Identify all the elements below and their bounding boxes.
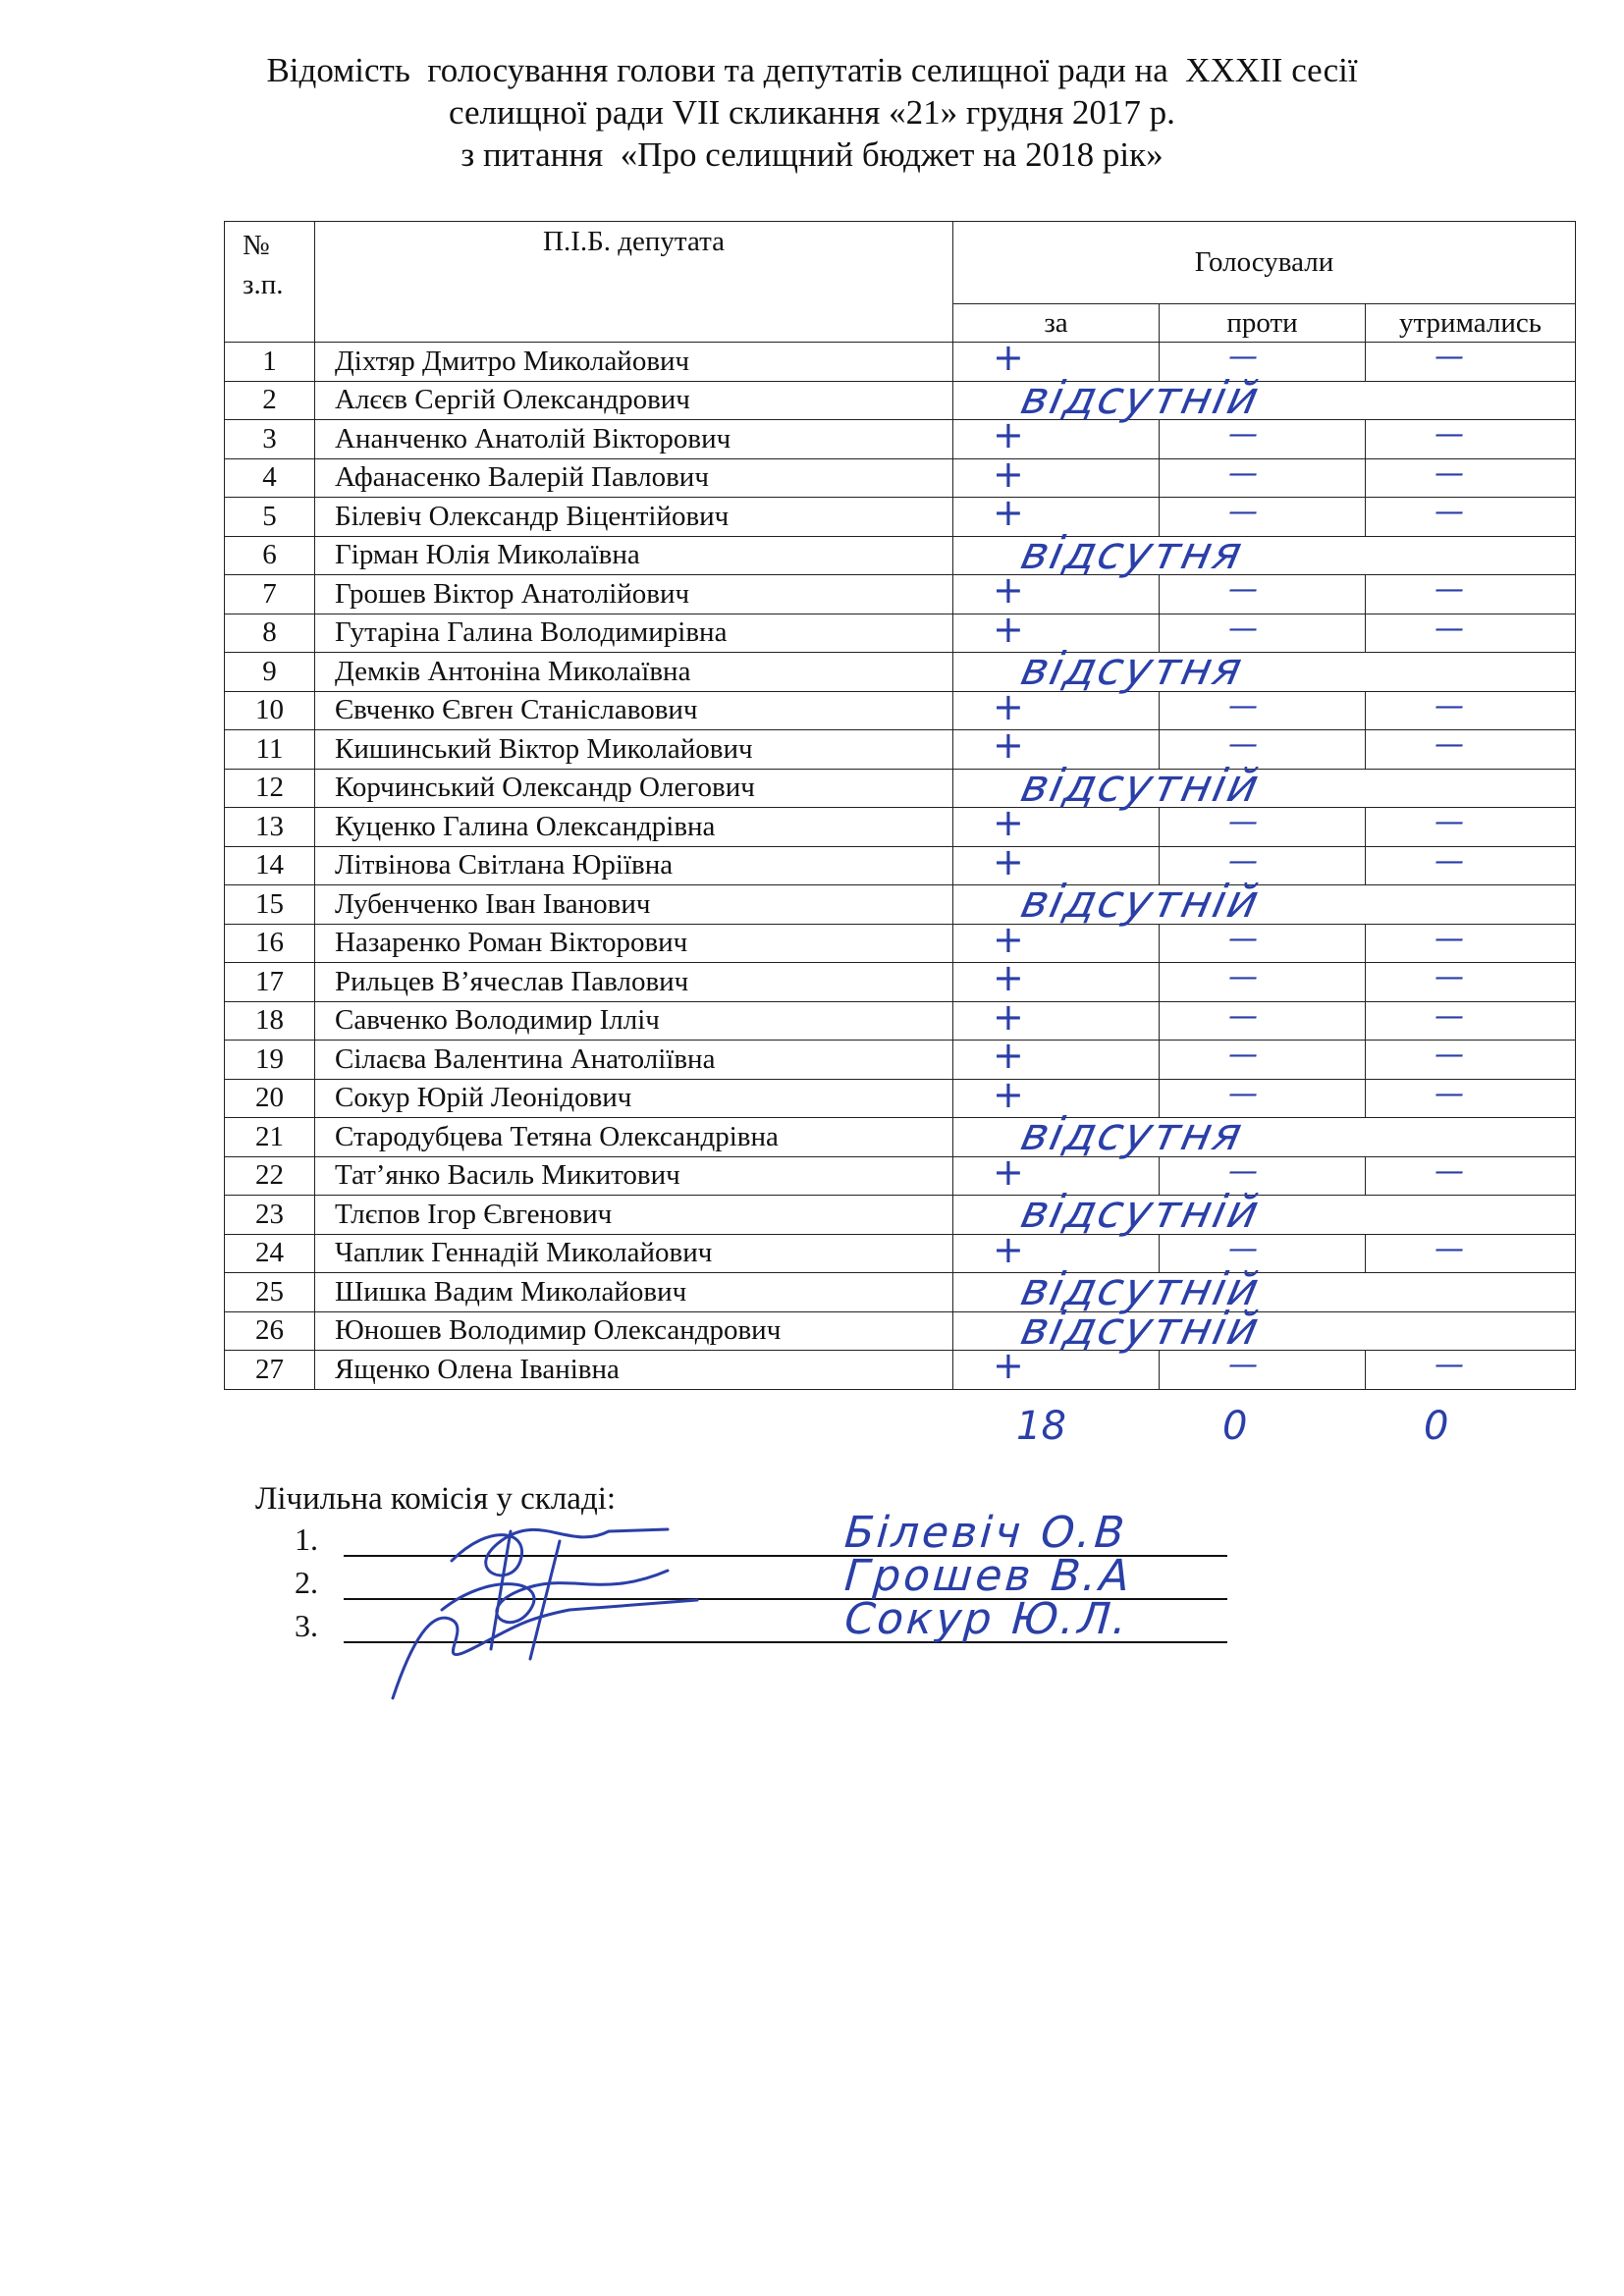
vote-abstained-mark: — (1435, 1231, 1464, 1266)
member-name: Грошев В.А (838, 1551, 1140, 1601)
header-for: за (953, 304, 1160, 343)
deputy-name: Шишка Вадим Миколайович (315, 1273, 953, 1312)
vote-abstained-mark: — (1435, 340, 1464, 374)
deputy-name: Сокур Юрій Леонідович (315, 1079, 953, 1118)
row-number: 20 (225, 1079, 315, 1118)
vote-against-mark: — (1228, 805, 1258, 839)
vote-abstained-mark: — (1435, 611, 1464, 646)
vote-cell-abstained (1366, 455, 1576, 498)
vote-against-mark: — (1228, 455, 1258, 491)
table-row (225, 1156, 1576, 1196)
vote-cell-abstained (1366, 998, 1576, 1041)
member-number: 2. (295, 1565, 318, 1600)
vote-for-mark: + (993, 839, 1024, 883)
voting-rows (225, 336, 1576, 1390)
vote-against-mark: — (1228, 843, 1258, 879)
deputy-name: Кишинський Віктор Миколайович (315, 730, 953, 770)
deputy-name: Рильцев В’ячеслав Павлович (315, 963, 953, 1002)
row-number: 16 (225, 924, 315, 963)
absent-cell (953, 525, 1576, 579)
vote-for-mark: + (993, 1227, 1024, 1271)
vote-against-mark: — (1228, 340, 1258, 374)
table-row (225, 924, 1576, 963)
vote-abstained-mark: — (1435, 1038, 1464, 1072)
vote-for-mark: + (993, 723, 1024, 767)
vote-cell-against (1160, 998, 1366, 1041)
absent-cell (953, 1301, 1576, 1355)
vote-cell-against (1160, 805, 1366, 847)
deputy-name: Гутаріна Галина Володимирівна (315, 614, 953, 653)
row-number: 19 (225, 1041, 315, 1080)
vote-against-mark: — (1228, 960, 1258, 994)
deputy-name: Афанасенко Валерій Павлович (315, 458, 953, 498)
table-row (225, 1273, 1576, 1312)
table-row (225, 885, 1576, 925)
absent-mark: відсутній (1016, 1185, 1266, 1238)
vote-against-mark: — (1228, 688, 1258, 723)
deputy-name: Гірман Юлія Миколаївна (315, 536, 953, 575)
vote-abstained-mark: — (1435, 417, 1464, 452)
row-number: 9 (225, 653, 315, 692)
vote-against-mark: — (1228, 921, 1258, 956)
table-row (225, 458, 1576, 498)
vote-against-mark: — (1228, 572, 1258, 607)
vote-cell-abstained (1366, 843, 1576, 885)
absent-cell (953, 1185, 1576, 1238)
row-number: 23 (225, 1196, 315, 1235)
header-against: проти (1160, 304, 1366, 343)
vote-against-mark: — (1228, 611, 1258, 646)
vote-cell-for (953, 1344, 1160, 1390)
table-row (225, 691, 1576, 730)
vote-cell-abstained (1366, 960, 1576, 1002)
vote-abstained-mark: — (1435, 805, 1464, 839)
vote-for-mark: + (993, 1149, 1024, 1194)
table-row (225, 963, 1576, 1002)
header-number-line1: № (243, 230, 270, 261)
deputy-name: Лубенченко Іван Іванович (315, 885, 953, 925)
vote-cell-abstained (1366, 1348, 1576, 1390)
row-number: 3 (225, 420, 315, 459)
table-row (225, 1311, 1576, 1351)
row-number: 12 (225, 769, 315, 808)
absent-cell (953, 1107, 1576, 1160)
vote-cell-against (1160, 417, 1366, 459)
member-number: 3. (295, 1608, 318, 1643)
vote-cell-against (1160, 688, 1366, 730)
voting-table (224, 221, 1576, 1390)
vote-for-mark: + (993, 491, 1024, 534)
member-number: 1. (295, 1522, 318, 1557)
vote-against-mark: — (1228, 417, 1258, 452)
deputy-name: Куценко Галина Олександрівна (315, 808, 953, 847)
vote-abstained-mark: — (1435, 688, 1464, 723)
table-row (225, 1041, 1576, 1080)
total-abstained: 0 (1424, 1404, 1449, 1449)
vote-cell-against (1160, 921, 1366, 963)
vote-cell-abstained (1366, 572, 1576, 614)
row-number: 2 (225, 381, 315, 420)
absent-mark: відсутня (1016, 525, 1249, 579)
vote-for-mark: + (993, 336, 1024, 379)
vote-for-mark: + (993, 684, 1024, 728)
vote-cell-for (953, 917, 1160, 963)
vote-cell-abstained (1366, 611, 1576, 653)
row-number: 15 (225, 885, 315, 925)
vote-abstained-mark: — (1435, 921, 1464, 956)
row-number: 21 (225, 1118, 315, 1157)
deputy-name: Літвінова Світлана Юріївна (315, 846, 953, 885)
deputy-name: Савченко Володимир Ілліч (315, 1001, 953, 1041)
total-against: 0 (1222, 1404, 1248, 1449)
table-row (225, 653, 1576, 692)
vote-cell-abstained (1366, 417, 1576, 459)
table-row (225, 1001, 1576, 1041)
header-abstained: утримались (1366, 304, 1576, 343)
vote-for-mark: + (993, 1034, 1024, 1077)
vote-cell-for (953, 684, 1160, 730)
vote-cell-for (953, 1034, 1160, 1080)
absent-cell (953, 642, 1576, 695)
table-row (225, 846, 1576, 885)
vote-against-mark: — (1228, 1076, 1258, 1111)
table-row (225, 808, 1576, 847)
vote-cell-against (1160, 572, 1366, 614)
deputy-name: Ананченко Анатолій Вікторович (315, 420, 953, 459)
row-number: 5 (225, 498, 315, 537)
absent-mark: відсутній (1016, 370, 1266, 424)
vote-cell-against (1160, 1348, 1366, 1390)
deputy-name: Євченко Євген Станіславович (315, 691, 953, 730)
row-number: 10 (225, 691, 315, 730)
table-row (225, 498, 1576, 537)
vote-cell-abstained (1366, 1153, 1576, 1196)
header-name: П.І.Б. депутата (315, 222, 953, 343)
vote-against-mark: — (1228, 1348, 1258, 1382)
vote-cell-for (953, 801, 1160, 847)
absent-cell (953, 370, 1576, 424)
vote-cell-abstained (1366, 340, 1576, 382)
table-row (225, 730, 1576, 770)
vote-abstained-mark: — (1435, 495, 1464, 529)
absent-mark: відсутня (1016, 642, 1249, 695)
vote-cell-for (953, 413, 1160, 459)
absent-cell (953, 758, 1576, 812)
row-number: 26 (225, 1311, 315, 1351)
table-row (225, 614, 1576, 653)
table-row (225, 420, 1576, 459)
header-number-line2: з.п. (243, 269, 284, 300)
vote-cell-for (953, 568, 1160, 614)
vote-against-mark: — (1228, 998, 1258, 1034)
vote-abstained-mark: — (1435, 455, 1464, 491)
absent-mark: відсутній (1016, 875, 1266, 928)
deputy-name: Назаренко Роман Вікторович (315, 924, 953, 963)
row-number: 18 (225, 1001, 315, 1041)
vote-cell-for (953, 994, 1160, 1041)
vote-against-mark: — (1228, 1153, 1258, 1189)
absent-mark: відсутня (1016, 1107, 1249, 1160)
row-number: 24 (225, 1234, 315, 1273)
row-number: 17 (225, 963, 315, 1002)
vote-abstained-mark: — (1435, 1153, 1464, 1189)
total-for: 18 (1016, 1404, 1066, 1449)
row-number: 8 (225, 614, 315, 653)
header-voted: Голосували (953, 222, 1576, 304)
deputy-name: Алєєв Сергій Олександрович (315, 381, 953, 420)
member-name: Сокур Ю.Л. (838, 1594, 1137, 1644)
table-row (225, 769, 1576, 808)
title-line-3: з питання «Про селищний бюджет на 2018 рік» (460, 135, 1164, 174)
table-row (225, 536, 1576, 575)
vote-for-mark: + (993, 1344, 1024, 1387)
deputy-name: Корчинський Олександр Олегович (315, 769, 953, 808)
vote-for-mark: + (993, 801, 1024, 844)
vote-cell-abstained (1366, 1038, 1576, 1080)
vote-against-mark: — (1228, 727, 1258, 762)
vote-for-mark: + (993, 413, 1024, 456)
vote-for-mark: + (993, 568, 1024, 612)
vote-abstained-mark: — (1435, 843, 1464, 879)
vote-for-mark: + (993, 1072, 1024, 1116)
row-number: 27 (225, 1351, 315, 1390)
vote-against-mark: — (1228, 1231, 1258, 1266)
vote-abstained-mark: — (1435, 727, 1464, 762)
vote-against-mark: — (1228, 495, 1258, 529)
vote-for-mark: + (993, 452, 1024, 496)
vote-abstained-mark: — (1435, 572, 1464, 607)
vote-cell-against (1160, 455, 1366, 498)
vote-cell-for (953, 956, 1160, 1002)
absent-mark: відсутній (1016, 1301, 1266, 1355)
header-number (225, 222, 315, 343)
document-title (0, 49, 1624, 176)
vote-cell-for (953, 452, 1160, 498)
absent-mark: відсутній (1016, 1262, 1266, 1315)
deputy-name: Сілаєва Валентина Анатоліївна (315, 1041, 953, 1080)
table-row (225, 1196, 1576, 1235)
row-number: 22 (225, 1156, 315, 1196)
deputy-name: Юношев Володимир Олександрович (315, 1311, 953, 1351)
deputy-name: Тлєпов Ігор Євгенович (315, 1196, 953, 1235)
deputy-name: Тат’янко Василь Микитович (315, 1156, 953, 1196)
row-number: 14 (225, 846, 315, 885)
table-row (225, 1079, 1576, 1118)
table-row (225, 343, 1576, 382)
table-row (225, 575, 1576, 614)
vote-cell-abstained (1366, 688, 1576, 730)
vote-cell-abstained (1366, 1231, 1576, 1273)
deputy-name: Діхтяр Дмитро Миколайович (315, 343, 953, 382)
row-number: 6 (225, 536, 315, 575)
vote-abstained-mark: — (1435, 1348, 1464, 1382)
title-line-2: селищної ради VII скликання «21» грудня 2017 р. (449, 93, 1175, 132)
vote-cell-abstained (1366, 495, 1576, 537)
vote-cell-abstained (1366, 1076, 1576, 1118)
vote-for-mark: + (993, 607, 1024, 651)
row-number: 4 (225, 458, 315, 498)
deputy-name: Грошев Віктор Анатолійович (315, 575, 953, 614)
deputy-name: Стародубцева Тетяна Олександрівна (315, 1118, 953, 1157)
deputy-name: Чаплик Геннадій Миколайович (315, 1234, 953, 1273)
vote-cell-abstained (1366, 805, 1576, 847)
absent-mark: відсутній (1016, 758, 1266, 812)
vote-for-mark: + (993, 994, 1024, 1039)
deputy-name: Ященко Олена Іванівна (315, 1351, 953, 1390)
member-name: Білевіч О.В (838, 1508, 1134, 1558)
vote-against-mark: — (1228, 1038, 1258, 1072)
row-number: 13 (225, 808, 315, 847)
vote-abstained-mark: — (1435, 1076, 1464, 1111)
vote-for-mark: + (993, 956, 1024, 999)
vote-abstained-mark: — (1435, 998, 1464, 1034)
absent-cell (953, 875, 1576, 928)
row-number: 25 (225, 1273, 315, 1312)
vote-cell-against (1160, 960, 1366, 1002)
vote-cell-abstained (1366, 727, 1576, 770)
vote-abstained-mark: — (1435, 960, 1464, 994)
vote-for-mark: + (993, 917, 1024, 961)
deputy-name: Білевіч Олександр Віцентійович (315, 498, 953, 537)
row-number: 7 (225, 575, 315, 614)
vote-cell-abstained (1366, 921, 1576, 963)
deputy-name: Демків Антоніна Миколаївна (315, 653, 953, 692)
row-number: 1 (225, 343, 315, 382)
table-row (225, 1234, 1576, 1273)
title-line-1: Відомість голосування голови та депутатів селищної ради на XXXII сесії (266, 51, 1358, 89)
table-row (225, 1118, 1576, 1157)
vote-cell-against (1160, 1038, 1366, 1080)
signature-scribble (373, 1502, 727, 1718)
table-row (225, 1351, 1576, 1390)
table-row (225, 381, 1576, 420)
row-number: 11 (225, 730, 315, 770)
commission-label: Лічильна комісія у складі: (255, 1481, 617, 1517)
